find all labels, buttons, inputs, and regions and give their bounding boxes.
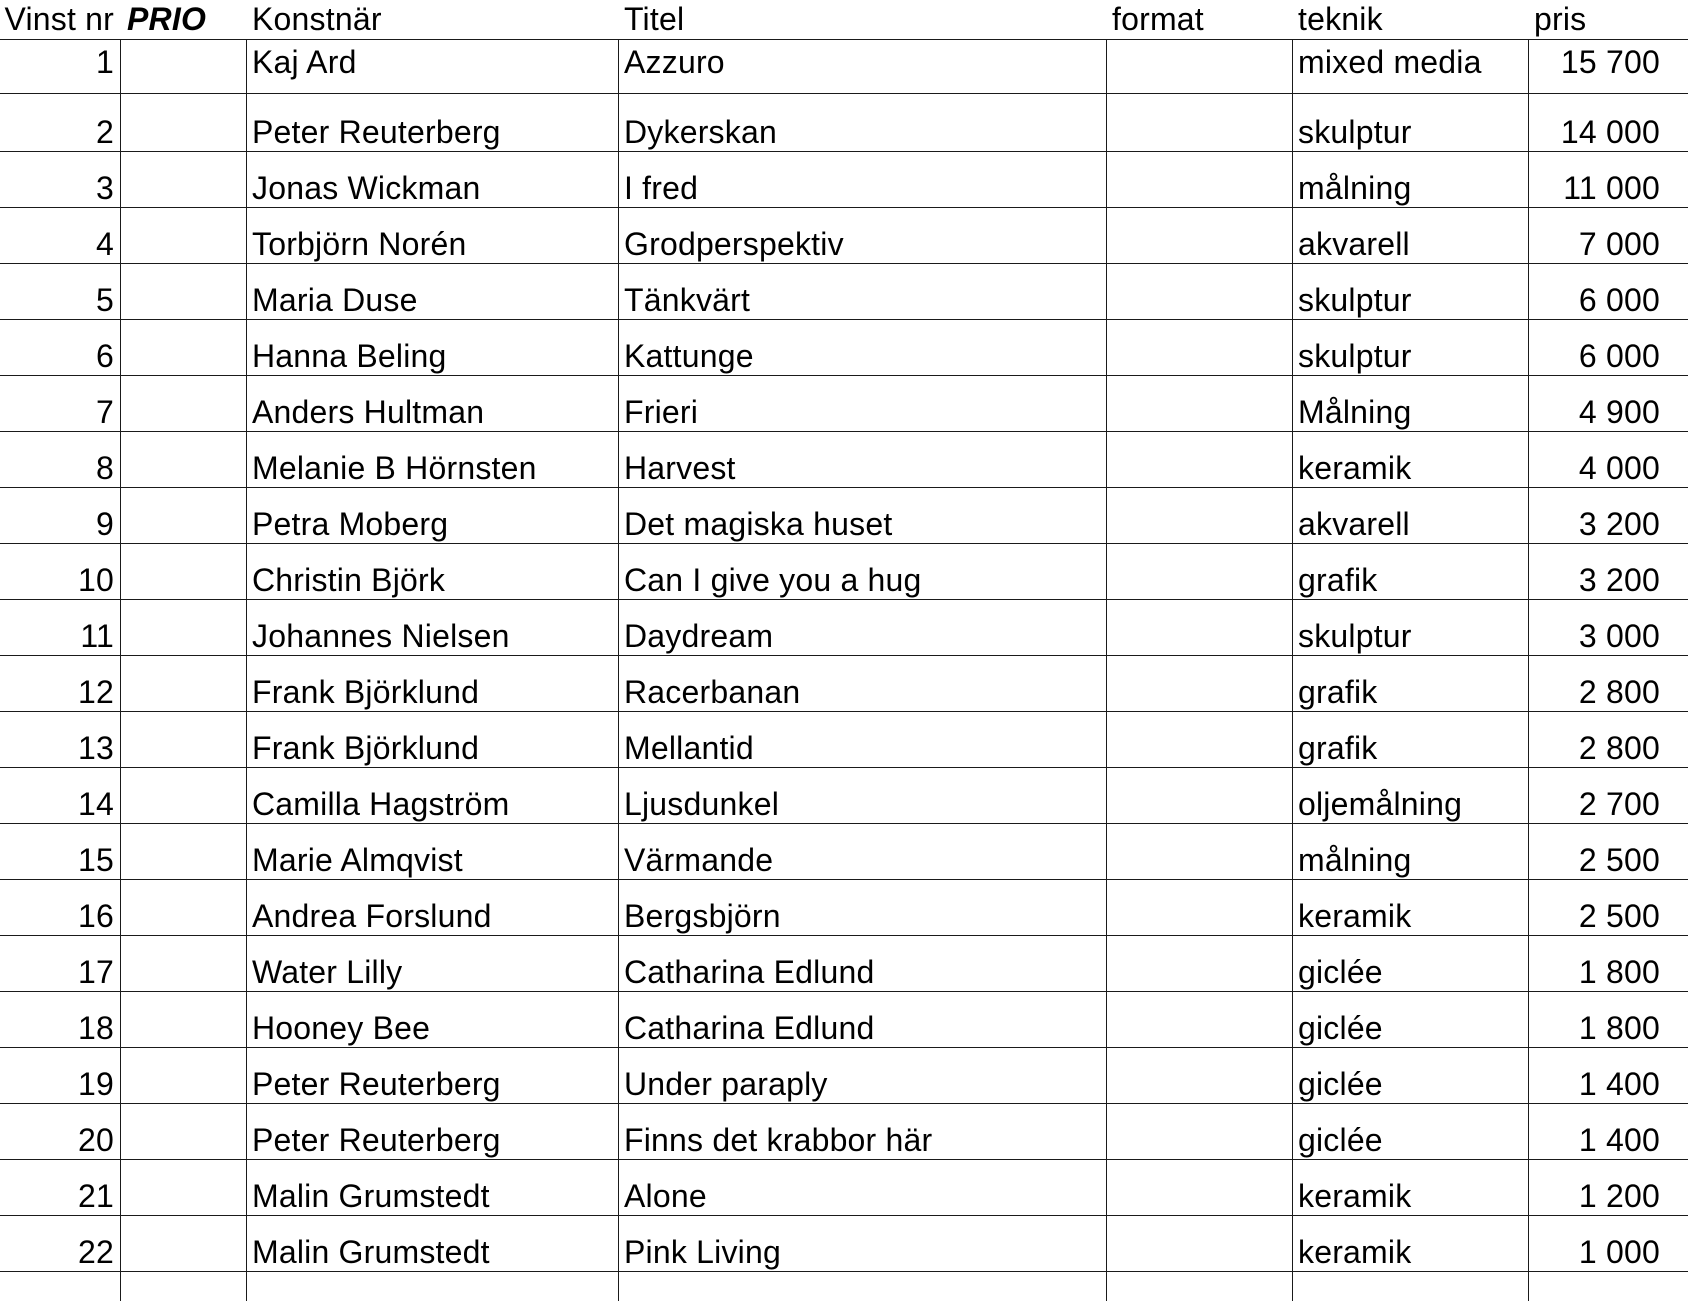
cell-pris: 3 200 (1578, 562, 1660, 598)
cell-titel: Värmande (624, 842, 774, 878)
row-divider (0, 711, 1688, 712)
row-divider (0, 151, 1688, 152)
cell-teknik: keramik (1298, 450, 1412, 486)
cell-konstnar: Water Lilly (252, 954, 403, 990)
cell-teknik: akvarell (1298, 506, 1410, 542)
cell-teknik: grafik (1298, 562, 1378, 598)
cell-teknik: giclée (1298, 1066, 1383, 1102)
column-divider (618, 39, 619, 1301)
cell-teknik: skulptur (1298, 618, 1412, 654)
cell-vinst-nr: 13 (78, 730, 114, 766)
cell-pris: 3 200 (1578, 506, 1660, 542)
cell-vinst-nr: 15 (78, 842, 114, 878)
header-teknik: teknik (1298, 1, 1383, 37)
cell-pris: 6 000 (1578, 338, 1660, 374)
cell-vinst-nr: 1 (96, 44, 114, 80)
cell-konstnar: Johannes Nielsen (252, 618, 510, 654)
row-divider (0, 879, 1688, 880)
cell-titel: Grodperspektiv (624, 226, 844, 262)
cell-vinst-nr: 18 (78, 1010, 114, 1046)
cell-pris: 2 500 (1578, 842, 1660, 878)
cell-teknik: grafik (1298, 674, 1378, 710)
cell-titel: Ljusdunkel (624, 786, 779, 822)
cell-pris: 1 400 (1578, 1066, 1660, 1102)
cell-konstnar: Andrea Forslund (252, 898, 492, 934)
cell-titel: Det magiska huset (624, 506, 893, 542)
column-divider (1106, 39, 1107, 1301)
cell-teknik: målning (1298, 842, 1412, 878)
cell-teknik: Målning (1298, 394, 1412, 430)
cell-konstnar: Marie Almqvist (252, 842, 463, 878)
cell-pris: 6 000 (1578, 282, 1660, 318)
cell-konstnar: Peter Reuterberg (252, 1122, 501, 1158)
row-divider (0, 263, 1688, 264)
cell-titel: Under paraply (624, 1066, 828, 1102)
header-titel: Titel (624, 1, 685, 37)
row-divider (0, 1215, 1688, 1216)
cell-teknik: målning (1298, 170, 1412, 206)
cell-konstnar: Hanna Beling (252, 338, 447, 374)
row-divider (0, 375, 1688, 376)
cell-titel: Mellantid (624, 730, 754, 766)
cell-titel: Daydream (624, 618, 774, 654)
row-divider (0, 543, 1688, 544)
cell-vinst-nr: 9 (96, 506, 114, 542)
row-divider (0, 207, 1688, 208)
cell-pris: 1 800 (1578, 1010, 1660, 1046)
cell-teknik: skulptur (1298, 282, 1412, 318)
cell-titel: Racerbanan (624, 674, 801, 710)
cell-titel: Harvest (624, 450, 736, 486)
cell-vinst-nr: 2 (96, 114, 114, 150)
header-pris: pris (1534, 1, 1587, 37)
cell-vinst-nr: 6 (96, 338, 114, 374)
cell-pris: 2 700 (1578, 786, 1660, 822)
cell-vinst-nr: 11 (80, 618, 114, 654)
header-prio: PRIO (127, 1, 207, 37)
cell-vinst-nr: 19 (78, 1066, 114, 1102)
cell-teknik: giclée (1298, 1122, 1383, 1158)
cell-konstnar: Frank Björklund (252, 730, 480, 766)
cell-vinst-nr: 21 (78, 1178, 114, 1214)
cell-teknik: keramik (1298, 898, 1412, 934)
cell-konstnar: Camilla Hagström (252, 786, 510, 822)
row-divider (0, 487, 1688, 488)
cell-vinst-nr: 7 (96, 394, 114, 430)
row-divider (0, 39, 1688, 40)
cell-konstnar: Torbjörn Norén (252, 226, 467, 262)
header-format: format (1112, 1, 1204, 37)
cell-titel: Kattunge (624, 338, 754, 374)
cell-konstnar: Melanie B Hörnsten (252, 450, 537, 486)
row-divider (0, 93, 1688, 94)
row-divider (0, 599, 1688, 600)
row-divider (0, 991, 1688, 992)
cell-teknik: giclée (1298, 954, 1383, 990)
cell-konstnar: Frank Björklund (252, 674, 480, 710)
cell-titel: Frieri (624, 394, 699, 430)
cell-vinst-nr: 20 (78, 1122, 114, 1158)
cell-vinst-nr: 12 (78, 674, 114, 710)
cell-titel: Azzuro (624, 44, 725, 80)
row-divider (0, 655, 1688, 656)
cell-teknik: skulptur (1298, 114, 1412, 150)
row-divider (0, 823, 1688, 824)
column-divider (246, 39, 247, 1301)
cell-vinst-nr: 16 (78, 898, 114, 934)
cell-pris: 4 900 (1578, 394, 1660, 430)
cell-konstnar: Jonas Wickman (252, 170, 481, 206)
cell-titel: Alone (624, 1178, 707, 1214)
cell-pris: 3 000 (1578, 618, 1660, 654)
cell-pris: 1 000 (1578, 1234, 1660, 1270)
cell-titel: Pink Living (624, 1234, 781, 1270)
cell-konstnar: Christin Björk (252, 562, 446, 598)
cell-konstnar: Peter Reuterberg (252, 1066, 501, 1102)
cell-konstnar: Kaj Ard (252, 44, 357, 80)
cell-titel: Finns det krabbor här (624, 1122, 933, 1158)
cell-pris: 1 200 (1578, 1178, 1660, 1214)
cell-vinst-nr: 10 (78, 562, 114, 598)
cell-teknik: skulptur (1298, 338, 1412, 374)
column-divider (1528, 39, 1529, 1301)
row-divider (0, 1271, 1688, 1272)
cell-teknik: giclée (1298, 1010, 1383, 1046)
cell-teknik: mixed media (1298, 44, 1482, 80)
cell-vinst-nr: 17 (78, 954, 114, 990)
cell-konstnar: Malin Grumstedt (252, 1178, 490, 1214)
cell-pris: 2 500 (1578, 898, 1660, 934)
cell-pris: 2 800 (1578, 730, 1660, 766)
cell-vinst-nr: 3 (96, 170, 114, 206)
row-divider (0, 1159, 1688, 1160)
cell-pris: 14 000 (1560, 114, 1660, 150)
cell-teknik: oljemålning (1298, 786, 1463, 822)
cell-vinst-nr: 14 (78, 786, 114, 822)
cell-teknik: grafik (1298, 730, 1378, 766)
header-vinst-nr: Vinst nr (4, 1, 114, 37)
row-divider (0, 935, 1688, 936)
cell-vinst-nr: 8 (96, 450, 114, 486)
cell-konstnar: Malin Grumstedt (252, 1234, 490, 1270)
cell-konstnar: Maria Duse (252, 282, 418, 318)
cell-konstnar: Peter Reuterberg (252, 114, 501, 150)
cell-vinst-nr: 5 (96, 282, 114, 318)
row-divider (0, 1103, 1688, 1104)
cell-titel: Tänkvärt (624, 282, 751, 318)
cell-titel: Bergsbjörn (624, 898, 781, 934)
cell-titel: I fred (624, 170, 699, 206)
cell-pris: 1 800 (1578, 954, 1660, 990)
cell-konstnar: Anders Hultman (252, 394, 485, 430)
header-konstnar: Konstnär (252, 1, 382, 37)
cell-titel: Catharina Edlund (624, 954, 875, 990)
cell-teknik: keramik (1298, 1178, 1412, 1214)
cell-konstnar: Petra Moberg (252, 506, 449, 542)
cell-titel: Can I give you a hug (624, 562, 922, 598)
cell-pris: 15 700 (1560, 44, 1660, 80)
cell-titel: Catharina Edlund (624, 1010, 875, 1046)
row-divider (0, 319, 1688, 320)
row-divider (0, 767, 1688, 768)
cell-titel: Dykerskan (624, 114, 777, 150)
cell-pris: 2 800 (1578, 674, 1660, 710)
cell-pris: 4 000 (1578, 450, 1660, 486)
column-divider (1292, 39, 1293, 1301)
cell-vinst-nr: 4 (96, 226, 114, 262)
cell-pris: 1 400 (1578, 1122, 1660, 1158)
cell-pris: 7 000 (1578, 226, 1660, 262)
column-divider (120, 39, 121, 1301)
cell-vinst-nr: 22 (78, 1234, 114, 1270)
cell-pris: 11 000 (1563, 170, 1660, 206)
row-divider (0, 1047, 1688, 1048)
cell-konstnar: Hooney Bee (252, 1010, 431, 1046)
cell-teknik: keramik (1298, 1234, 1412, 1270)
row-divider (0, 431, 1688, 432)
cell-teknik: akvarell (1298, 226, 1410, 262)
